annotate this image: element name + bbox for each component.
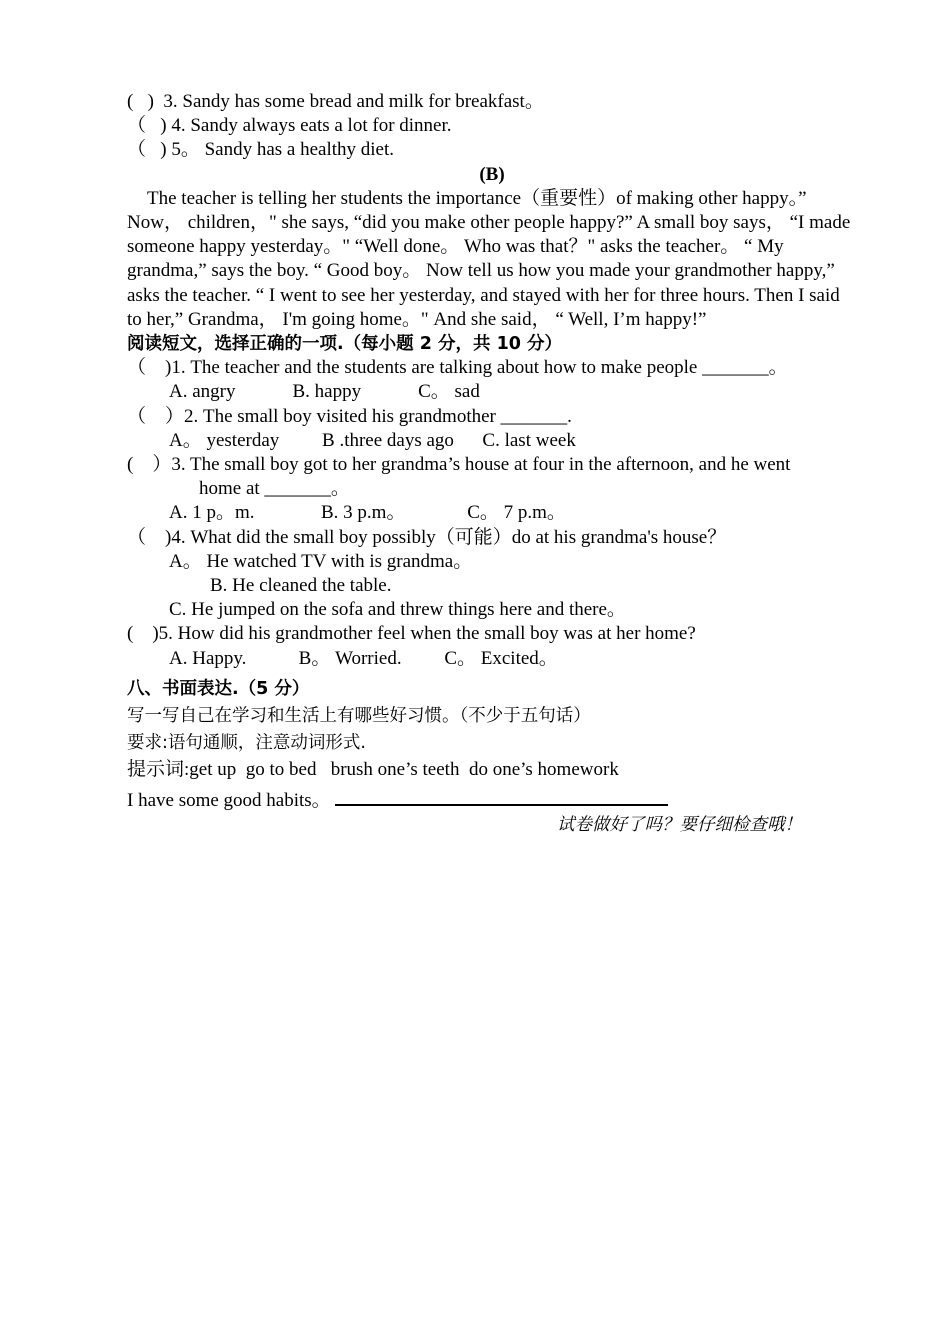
question-b3: ( ）3. The small boy got to her grandma’s house at four in the afternoon, and he went [127,454,791,476]
question-b4: （ )4. What did the small boy possibly（可能）do at his grandma's house？ [127,526,727,548]
writing-requirement: 要求:语句通顺，注意动词形式. [127,733,366,754]
writing-hints: 提示词:get up go to bed brush one’s teeth do one’s homework [127,759,619,781]
question-b3-options: A. 1 p。m. B. 3 p.m。 C。 7 p.m。 [169,502,566,524]
question-a4: （ ) 4. Sandy always eats a lot for dinner. [127,115,452,137]
reading-passage [127,187,857,332]
question-b2-options: A。 yesterday B .three days ago C. last week [169,429,576,451]
question-b4-option-a: A。 He watched TV with is grandma。 [169,550,473,572]
question-b4-option-b: B. He cleaned the table. [210,575,392,597]
question-b5: ( )5. How did his grandmother feel when the small boy was at her home? [127,623,696,645]
question-b1: （ )1. The teacher and the students are talking about how to make people _______。 [127,357,788,379]
writing-starter: I have some good habits。 [127,789,331,811]
answer-blank[interactable] [335,786,668,806]
question-b1-options: A. angry B. happy C。 sad [169,381,480,403]
question-a3: ( ) 3. Sandy has some bread and milk for breakfast。 [127,91,544,112]
passage-text: The teacher is telling her students the importance（重要性）of making other happy。” Now， children，" she says, “did you make other people happy?” A small boy says， “I made someone happy yesterday。" “Well done。 Who was that？" asks the teacher。 “ My grandma,” says the boy. “ Good boy。 Now tell us how you made your grandmother happy,” asks the teacher. “ I went to see her yesterday, and stayed with her for three hours. Then I said to her,” Grandma， I'm going home。" And she said， “ Well, I’m happy!” [127,187,851,330]
question-a5: （ ) 5。 Sandy has a healthy diet. [127,139,395,161]
exam-page [127,90,857,837]
section-b-title: (B) [479,163,505,185]
writing-starter-line [127,786,857,813]
question-b2: （ ）2. The small boy visited his grandmother _______. [127,405,572,427]
section-8-title: 八、书面表达.（5 分） [127,678,310,699]
reading-instruction: 阅读短文，选择正确的一项.（每小题 2 分，共 10 分） [127,334,563,355]
question-b5-options: A. Happy. B。 Worried. C。 Excited。 [169,647,558,669]
question-b4-option-c: C. He jumped on the sofa and threw things here and there。 [169,599,626,621]
question-b3-continued: home at _______。 [199,478,350,500]
writing-task: 写一写自己在学习和生活上有哪些好习惯。（不少于五句话） [127,706,591,727]
closing-note: 试卷做好了吗？要仔细检查哦！ [557,814,802,835]
